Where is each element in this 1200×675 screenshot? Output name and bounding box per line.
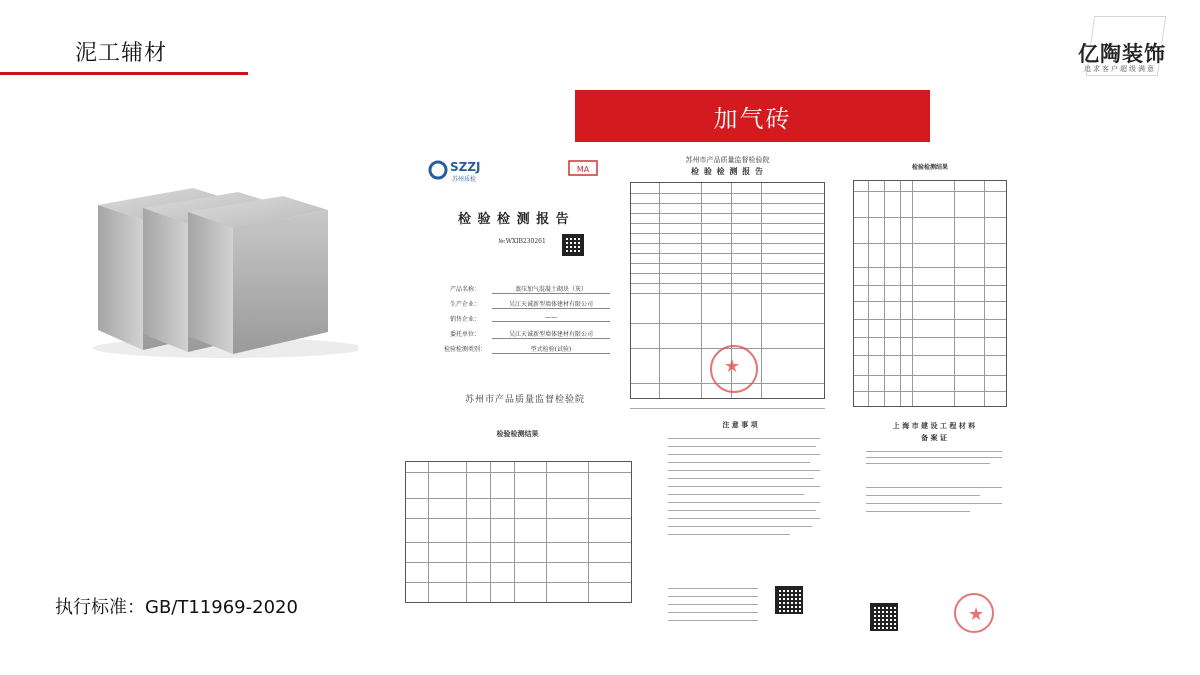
report-page-4 <box>400 425 635 635</box>
report-brand-sub: 苏州质检 <box>452 176 477 183</box>
field-label: 委托单位： <box>449 331 480 338</box>
field-value: 蒸压加气混凝土砌块（灰） <box>492 284 610 294</box>
report-page-3 <box>850 158 1010 410</box>
cert-subtitle: 备 案 证 <box>921 433 947 442</box>
cma-mark-icon <box>568 160 598 178</box>
logo-subtext: 追求客户超级满意 <box>1084 65 1156 73</box>
filing-certificate <box>858 415 1010 637</box>
field-product <box>430 284 620 299</box>
field-client <box>430 329 620 344</box>
field-inspection-type <box>430 344 620 359</box>
svg-text:MA: MA <box>576 165 590 174</box>
field-value: —— <box>492 314 610 322</box>
page-title: 泥工辅材 <box>75 41 168 66</box>
page4-table <box>405 461 632 603</box>
logo-text: 亿陶装饰 <box>1078 42 1166 66</box>
report-page-2 <box>625 150 830 420</box>
field-seller <box>430 314 620 329</box>
field-value: 吴江天诚新型墙体建材有限公司 <box>492 299 610 309</box>
report-number: №:WXIB230261 <box>498 238 546 245</box>
field-label: 生产企业： <box>449 301 480 308</box>
page2-stamp <box>710 345 758 393</box>
field-manufacturer <box>430 299 620 314</box>
title-underline <box>0 72 248 75</box>
report-qr-code <box>562 234 584 256</box>
field-value: 吴江天诚新型墙体建材有限公司 <box>492 329 610 339</box>
field-value: 型式检验(试验) <box>492 344 610 354</box>
cert-stamp <box>954 593 994 633</box>
report-field-list <box>430 284 620 359</box>
aerated-brick-image <box>88 170 358 360</box>
section-banner: 加气砖 <box>575 90 930 142</box>
notes-title: 注 意 事 项 <box>722 420 758 429</box>
szzj-logo-icon <box>428 160 448 180</box>
standard-text: 执行标准：GB/T11969-2020 <box>55 597 298 618</box>
report-brand: SZZJ <box>450 160 481 174</box>
page2-title: 检 验 检 测 报 告 <box>691 166 764 176</box>
page3-title: 检验检测结果 <box>911 164 948 171</box>
cert-qr-code <box>870 603 898 631</box>
report-institute: 苏州市产品质量监督检验院 <box>464 395 585 405</box>
notes-page <box>650 418 830 636</box>
page2-institute: 苏州市产品质量监督检验院 <box>685 156 770 164</box>
field-label: 产品名称： <box>449 286 480 293</box>
notes-qr-code <box>775 586 803 614</box>
company-logo <box>1068 16 1188 78</box>
report-cover-page <box>420 150 630 425</box>
field-label: 检验检测类别： <box>443 346 486 353</box>
cert-title: 上 海 市 建 设 工 程 材 料 <box>892 421 976 430</box>
page4-title: 检验检测结果 <box>496 429 539 438</box>
page3-table <box>853 180 1007 407</box>
report-title: 检 验 检 测 报 告 <box>458 212 570 227</box>
field-label: 销售企业： <box>449 316 480 323</box>
